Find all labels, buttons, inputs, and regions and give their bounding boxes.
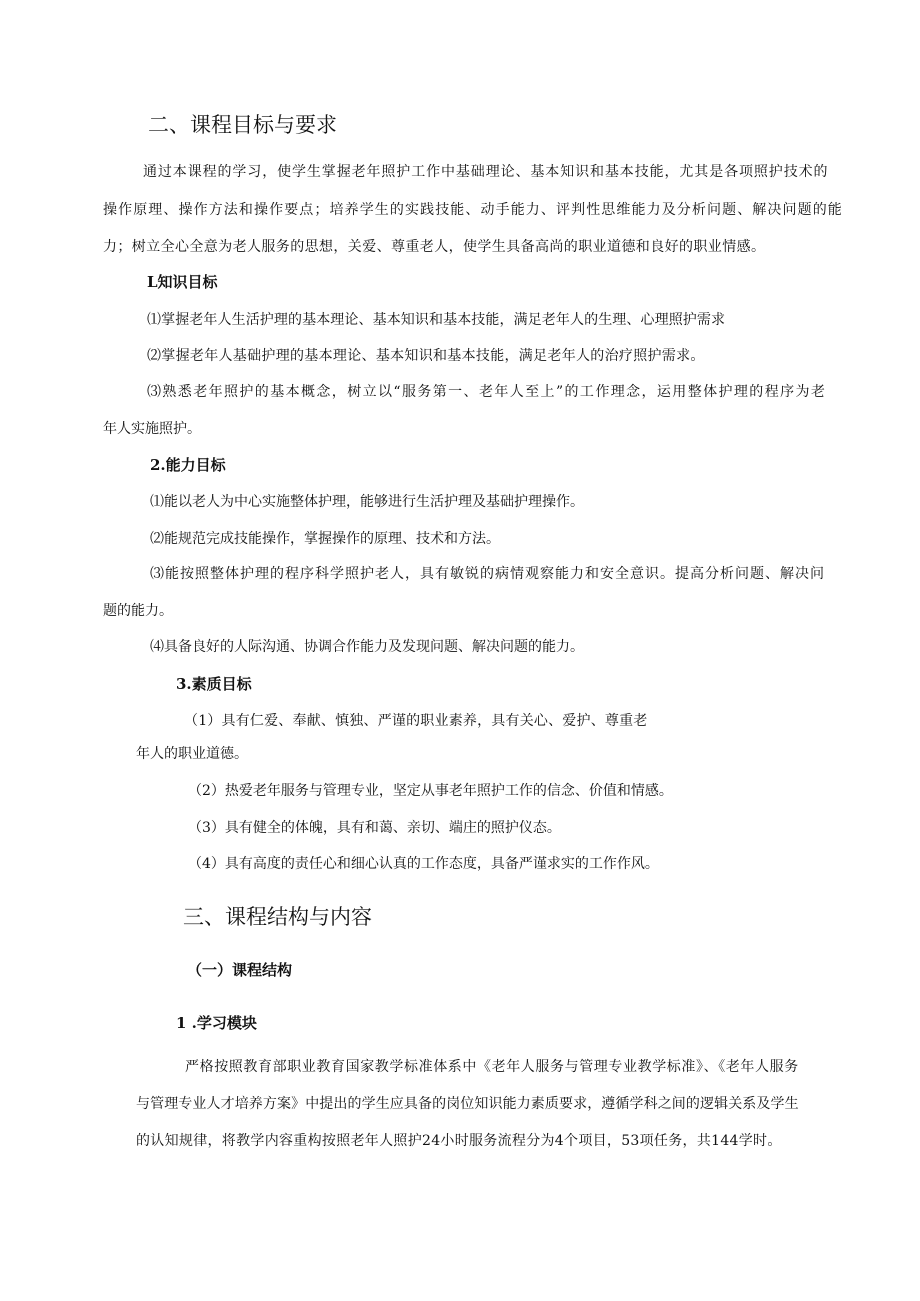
section-2-title: 二、课程目标与要求 bbox=[148, 113, 337, 137]
quality-item-2: （2）热爱老年服务与管理专业，坚定从事老年照护工作的信念、价值和情感。 bbox=[188, 783, 673, 799]
ability-item-1: ⑴能以老人为中心实施整体护理，能够进行生活护理及基础护理操作。 bbox=[150, 494, 584, 510]
module-paragraph-line-3: 的认知规律，将教学内容重构按照老年人照护24小时服务流程分为4个项目，53项任务，共144学时。 bbox=[136, 1133, 782, 1149]
knowledge-item-2: ⑵掌握老年人基础护理的基本理论、基本知识和基本技能，满足老年人的治疗照护需求。 bbox=[147, 348, 705, 364]
intro-line-2: 操作原理、操作方法和操作要点；培养学生的实践技能、动手能力、评判性思维能力及分析问题、解决问题的能 bbox=[103, 202, 843, 218]
ability-item-2: ⑵能规范完成技能操作，掌握操作的原理、技术和方法。 bbox=[150, 531, 500, 547]
knowledge-item-1: ⑴掌握老年人生活护理的基本理论、基本知识和基本技能，满足老年人的生理、心理照护需求 bbox=[147, 312, 726, 328]
learning-module-heading: 1 .学习模块 bbox=[176, 1014, 257, 1032]
quality-item-4: （4）具有高度的责任心和细心认真的工作态度，具备严谨求实的工作作风。 bbox=[188, 856, 659, 872]
section-3-title: 三、课程结构与内容 bbox=[183, 905, 372, 929]
quality-item-3: （3）具有健全的体魄，具有和蔼、亲切、端庄的照护仪态。 bbox=[188, 820, 561, 836]
knowledge-item-3: ⑶熟悉老年照护的基本概念，树立以“服务第一、老年人至上”的工作理念，运用整体护理的程序为老 bbox=[147, 384, 827, 400]
knowledge-item-3-cont: 年人实施照护。 bbox=[103, 421, 201, 437]
ability-item-3: ⑶能按照整体护理的程序科学照护老人，具有敏锐的病情观察能力和安全意识。提高分析问题、解决问 bbox=[150, 566, 825, 582]
ability-goals-heading: 2.能力目标 bbox=[150, 456, 226, 474]
quality-item-1: （1）具有仁爱、奉献、慎独、严谨的职业素养，具有关心、爱护、尊重老 bbox=[184, 713, 648, 729]
ability-item-3-cont: 题的能力。 bbox=[103, 603, 173, 619]
intro-line-3: 力；树立全心全意为老人服务的思想，关爱、尊重老人，使学生具备高尚的职业道德和良好的职业情感。 bbox=[103, 239, 766, 255]
module-paragraph-line-2: 与管理专业人才培养方案》中提出的学生应具备的岗位知识能力素质要求，遵循学科之间的逻辑关系及学生 bbox=[136, 1096, 799, 1112]
quality-goals-heading: 3.素质目标 bbox=[176, 675, 252, 693]
ability-item-4: ⑷具备良好的人际沟通、协调合作能力及发现问题、解决问题的能力。 bbox=[150, 639, 584, 655]
module-paragraph-line-1: 严格按照教育部职业教育国家教学标准体系中《老年人服务与管理专业教学标准》、《老年人服务 bbox=[185, 1059, 799, 1075]
course-structure-heading: （一）课程结构 bbox=[187, 961, 293, 979]
knowledge-goals-heading: L知识目标 bbox=[147, 273, 218, 291]
intro-line-1: 通过本课程的学习，使学生掌握老年照护工作中基础理论、基本知识和基本技能，尤其是各项照护技术的 bbox=[143, 164, 829, 180]
quality-item-1-cont: 年人的职业道德。 bbox=[136, 746, 248, 762]
